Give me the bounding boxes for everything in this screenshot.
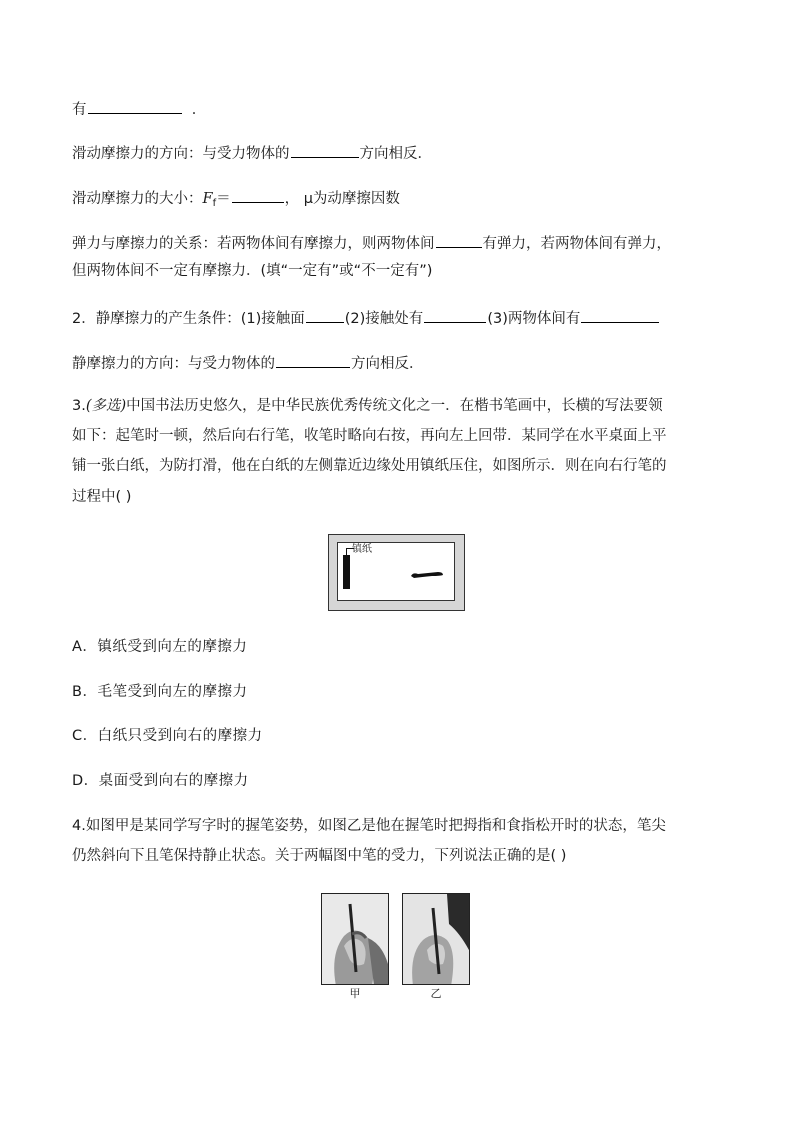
q2-line2-post: 方向相反． xyxy=(351,356,424,372)
question-3-line-3: 铺一张白纸，为防打滑，他在白纸的左侧靠近边缘处用镇纸压住，如图所示．则在向右行笔的 xyxy=(72,458,667,474)
paperweight-block xyxy=(343,555,350,589)
fill-line-5: 但两物体间不一定有摩擦力．(填“一定有”或“不一定有”) xyxy=(72,263,433,279)
blank-3[interactable] xyxy=(232,186,284,203)
question-3-line-2: 如下：起笔时一顿，然后向右行笔，收笔时略向右按，再向左上回带．某同学在水平桌面上平 xyxy=(72,428,667,444)
hand-holding-pen-icon xyxy=(322,894,389,985)
option-b[interactable]: B．毛笔受到向左的摩擦力 xyxy=(72,684,248,700)
fill-line-1-text: 有 xyxy=(72,102,87,118)
blank-4[interactable] xyxy=(436,231,482,248)
fill-line-4 xyxy=(72,231,671,254)
fill-line-2 xyxy=(72,141,432,164)
fill-line-1 xyxy=(72,97,206,120)
q3-number: 3. xyxy=(72,398,86,414)
blank-1[interactable] xyxy=(88,97,182,114)
question-2-line-2 xyxy=(72,351,424,374)
q2-mid1: (2)接触处有 xyxy=(344,311,424,327)
option-a[interactable]: A．镇纸受到向左的摩擦力 xyxy=(72,639,248,655)
option-c[interactable]: C．白纸只受到向右的摩擦力 xyxy=(72,728,263,744)
hand-released-pen-icon xyxy=(403,894,470,985)
q3-tag: (多选) xyxy=(85,398,127,414)
blank-q2-1[interactable] xyxy=(306,306,344,323)
fill-line-3-pre: 滑动摩擦力的大小： xyxy=(72,191,203,207)
blank-q2-2[interactable] xyxy=(424,306,486,323)
fill-line-4-pre: 弹力与摩擦力的关系：若两物体间有摩擦力，则两物体间 xyxy=(72,236,435,252)
blank-2[interactable] xyxy=(291,141,359,158)
photo-jia xyxy=(321,893,389,985)
fill-line-1-end: ． xyxy=(191,102,207,118)
q3-line-1: 中国书法历史悠久，是中华民族优秀传统文化之一．在楷书笔画中，长横的写法要领 xyxy=(126,398,663,414)
fill-line-4-post: 有弹力，若两物体间有弹力， xyxy=(482,236,671,252)
q2-line2-pre: 静摩擦力的方向：与受力物体的 xyxy=(72,356,275,372)
question-4-line-2: 仍然斜向下且笔保持静止状态。关于两幅图中笔的受力，下列说法正确的是( ) xyxy=(72,848,567,864)
fill-line-3-post: ， μ为动摩擦因数 xyxy=(284,191,400,207)
question-3-line-1 xyxy=(72,396,663,416)
paperweight-label: 镇纸 xyxy=(352,544,372,555)
option-d[interactable]: D．桌面受到向右的摩擦力 xyxy=(72,773,249,789)
fill-line-2-pre: 滑动摩擦力的方向：与受力物体的 xyxy=(72,146,290,162)
blank-q2-3[interactable] xyxy=(581,306,659,323)
blank-q2-4[interactable] xyxy=(276,351,350,368)
caption-yi: 乙 xyxy=(430,987,442,1000)
white-paper xyxy=(337,542,455,601)
desk-figure xyxy=(328,534,465,611)
question-2-line-1 xyxy=(72,306,660,329)
fill-line-2-post: 方向相反． xyxy=(359,146,432,162)
fill-line-3 xyxy=(72,186,400,214)
q2-mid2: (3)两物体间有 xyxy=(487,311,581,327)
force-subscript: f xyxy=(212,198,217,209)
q2-pre: 2．静摩擦力的产生条件：(1)接触面 xyxy=(72,311,305,327)
photo-yi xyxy=(402,893,470,985)
equals-sign: ＝ xyxy=(216,191,231,207)
caption-jia: 甲 xyxy=(349,987,361,1000)
question-4-line-1: 4.如图甲是某同学写字时的握笔姿势，如图乙是他在握笔时把拇指和食指松开时的状态，笔尖 xyxy=(72,818,666,834)
brush-stroke-icon xyxy=(410,570,444,580)
question-3-line-4: 过程中( ) xyxy=(72,489,132,505)
force-symbol: F xyxy=(202,191,213,207)
